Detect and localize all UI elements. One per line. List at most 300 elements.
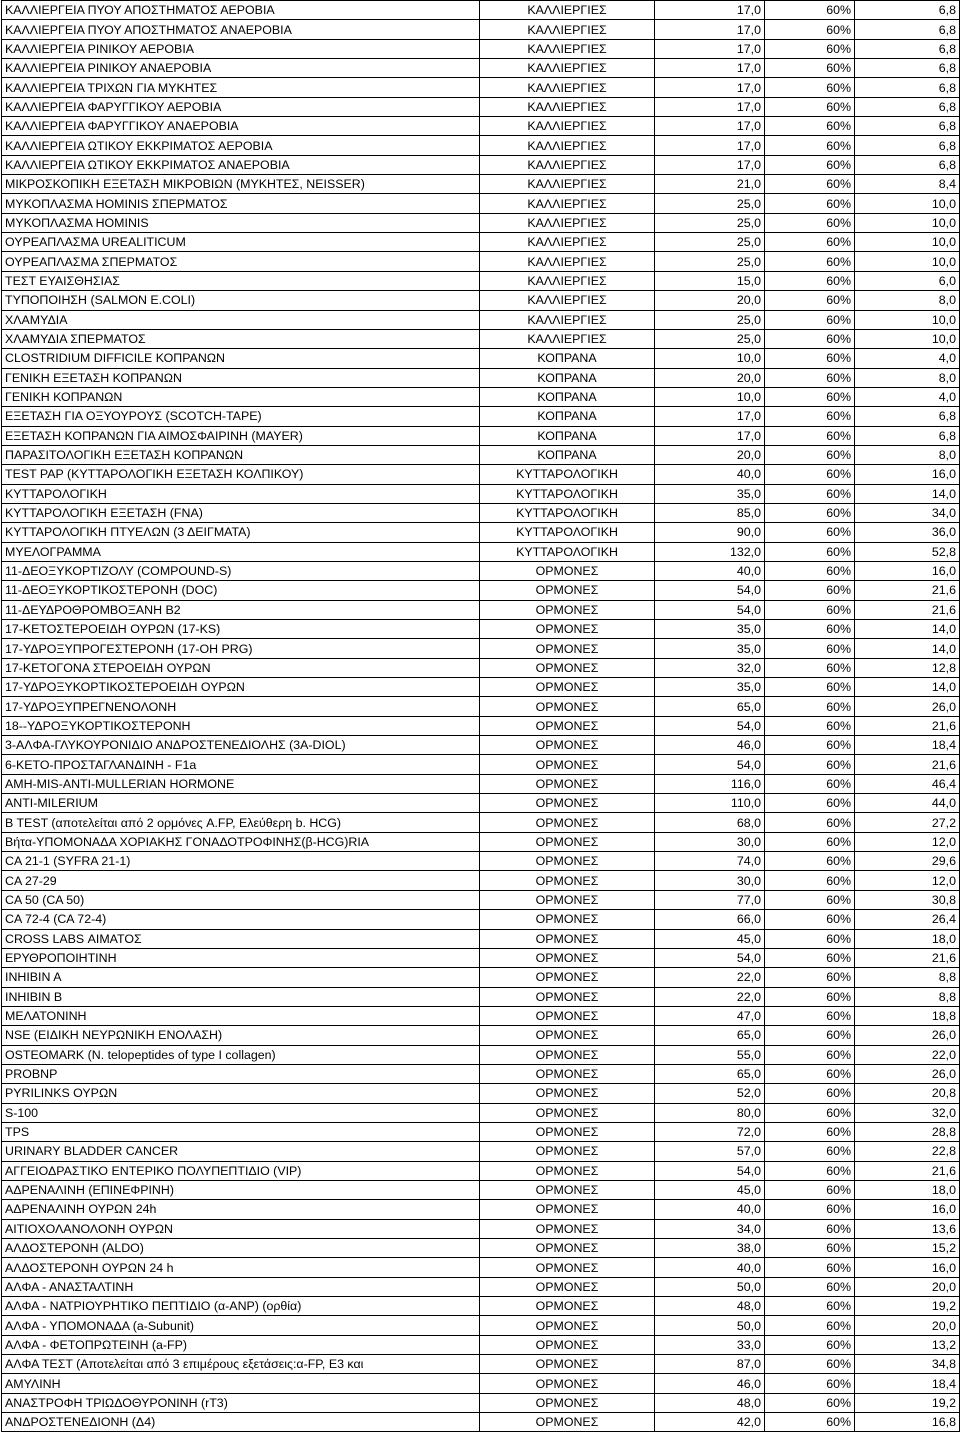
discount-cell: 60% — [765, 155, 855, 174]
category-cell: ΟΡΜΟΝΕΣ — [480, 658, 655, 677]
table-row — [2, 1084, 960, 1103]
table-row — [2, 1239, 960, 1258]
price-cell: 17,0 — [655, 59, 765, 78]
test-name-cell: TPS — [2, 1122, 480, 1141]
category-cell: ΟΡΜΟΝΕΣ — [480, 852, 655, 871]
category-cell: ΚΑΛΛΙΕΡΓΙΕΣ — [480, 136, 655, 155]
final-value-cell: 20,0 — [855, 1277, 960, 1296]
price-cell: 45,0 — [655, 929, 765, 948]
final-value-cell: 8,0 — [855, 445, 960, 464]
category-cell: ΟΡΜΟΝΕΣ — [480, 832, 655, 851]
discount-cell: 60% — [765, 387, 855, 406]
table-row — [2, 1258, 960, 1277]
category-cell: ΟΡΜΟΝΕΣ — [480, 736, 655, 755]
test-name-cell: ΑΛΦΑ - ΝΑΤΡΙΟΥΡΗΤΙΚΟ ΠΕΠΤΙΔΙΟ (α-ANP) (ορθία) — [2, 1297, 480, 1316]
test-name-cell: S-100 — [2, 1103, 480, 1122]
table-row — [2, 310, 960, 329]
table-row — [2, 136, 960, 155]
final-value-cell: 20,8 — [855, 1084, 960, 1103]
final-value-cell: 10,0 — [855, 252, 960, 271]
final-value-cell: 8,0 — [855, 368, 960, 387]
test-name-cell: ΚΑΛΛΙΕΡΓΕΙΑ ΠΥΟΥ ΑΠΟΣΤΗΜΑΤΟΣ ΑΕΡΟΒΙΑ — [2, 1, 480, 20]
test-name-cell: INHIBIN A — [2, 968, 480, 987]
discount-cell: 60% — [765, 1200, 855, 1219]
final-value-cell: 16,0 — [855, 1200, 960, 1219]
final-value-cell: 27,2 — [855, 813, 960, 832]
final-value-cell: 6,8 — [855, 59, 960, 78]
discount-cell: 60% — [765, 1258, 855, 1277]
final-value-cell: 14,0 — [855, 639, 960, 658]
category-cell: ΚΥΤΤΑΡΟΛΟΓΙΚΗ — [480, 542, 655, 561]
test-name-cell: NSE (ΕΙΔΙΚΗ ΝΕΥΡΩΝΙΚΗ ΕΝΟΛΑΣΗ) — [2, 1026, 480, 1045]
table-row — [2, 987, 960, 1006]
test-name-cell: ΓΕΝΙΚΗ ΕΞΕΤΑΣΗ ΚΟΠΡΑΝΩΝ — [2, 368, 480, 387]
category-cell: ΚΑΛΛΙΕΡΓΙΕΣ — [480, 271, 655, 290]
discount-cell: 60% — [765, 368, 855, 387]
discount-cell: 60% — [765, 794, 855, 813]
test-name-cell: ΟΥΡΕΑΠΛΑΣΜΑ UREALITICUM — [2, 233, 480, 252]
category-cell: ΟΡΜΟΝΕΣ — [480, 1258, 655, 1277]
discount-cell: 60% — [765, 291, 855, 310]
final-value-cell: 18,4 — [855, 1374, 960, 1393]
test-name-cell: OSTEOMARK (N. telopeptides of type I collagen) — [2, 1045, 480, 1064]
final-value-cell: 52,8 — [855, 542, 960, 561]
category-cell: ΟΡΜΟΝΕΣ — [480, 794, 655, 813]
price-cell: 30,0 — [655, 871, 765, 890]
final-value-cell: 10,0 — [855, 233, 960, 252]
final-value-cell: 8,8 — [855, 968, 960, 987]
test-name-cell: ΑΙΤΙΟΧΟΛΑΝΟΛΟΝΗ ΟΥΡΩΝ — [2, 1219, 480, 1238]
final-value-cell: 20,0 — [855, 1316, 960, 1335]
discount-cell: 60% — [765, 1084, 855, 1103]
category-cell: ΚΑΛΛΙΕΡΓΙΕΣ — [480, 233, 655, 252]
discount-cell: 60% — [765, 233, 855, 252]
discount-cell: 60% — [765, 1180, 855, 1199]
price-cell: 54,0 — [655, 581, 765, 600]
price-cell: 25,0 — [655, 252, 765, 271]
table-row — [2, 813, 960, 832]
discount-cell: 60% — [765, 310, 855, 329]
discount-cell: 60% — [765, 658, 855, 677]
table-row — [2, 1122, 960, 1141]
discount-cell: 60% — [765, 736, 855, 755]
discount-cell: 60% — [765, 852, 855, 871]
test-name-cell: ΟΥΡΕΑΠΛΑΣΜΑ ΣΠΕΡΜΑΤΟΣ — [2, 252, 480, 271]
test-name-cell: 11-ΔΕΥΔΡΟΘΡΟΜΒΟΞΑΝΗ B2 — [2, 600, 480, 619]
price-cell: 66,0 — [655, 910, 765, 929]
price-cell: 48,0 — [655, 1393, 765, 1412]
table-row — [2, 329, 960, 348]
table-row — [2, 387, 960, 406]
discount-cell: 60% — [765, 1, 855, 20]
discount-cell: 60% — [765, 465, 855, 484]
final-value-cell: 26,0 — [855, 697, 960, 716]
table-row — [2, 1103, 960, 1122]
discount-cell: 60% — [765, 620, 855, 639]
category-cell: ΚΥΤΤΑΡΟΛΟΓΙΚΗ — [480, 523, 655, 542]
price-cell: 10,0 — [655, 387, 765, 406]
discount-cell: 60% — [765, 1355, 855, 1374]
table-row — [2, 1219, 960, 1238]
price-cell: 47,0 — [655, 1006, 765, 1025]
test-name-cell: 11-ΔΕΟΞΥΚΟΡΤΙΚΟΣΤΕΡΟΝΗ (DOC) — [2, 581, 480, 600]
final-value-cell: 34,8 — [855, 1355, 960, 1374]
price-cell: 25,0 — [655, 194, 765, 213]
test-name-cell: INHIBIN B — [2, 987, 480, 1006]
test-name-cell: ΚΑΛΛΙΕΡΓΕΙΑ ΡΙΝΙΚΟΥ ΑΕΡΟΒΙΑ — [2, 39, 480, 58]
discount-cell: 60% — [765, 426, 855, 445]
discount-cell: 60% — [765, 542, 855, 561]
final-value-cell: 18,4 — [855, 736, 960, 755]
table-row — [2, 968, 960, 987]
category-cell: ΟΡΜΟΝΕΣ — [480, 639, 655, 658]
price-cell: 17,0 — [655, 407, 765, 426]
category-cell: ΟΡΜΟΝΕΣ — [480, 948, 655, 967]
price-cell: 68,0 — [655, 813, 765, 832]
discount-cell: 60% — [765, 1374, 855, 1393]
discount-cell: 60% — [765, 271, 855, 290]
discount-cell: 60% — [765, 349, 855, 368]
test-name-cell: 3-ΑΛΦΑ-ΓΛΥΚΟΥΡΟΝΙΔΙΟ ΑΝΔΡΟΣΤΕΝΕΔΙΟΛΗΣ (3A-DIOL) — [2, 736, 480, 755]
final-value-cell: 13,2 — [855, 1335, 960, 1354]
final-value-cell: 21,6 — [855, 948, 960, 967]
final-value-cell: 19,2 — [855, 1393, 960, 1412]
price-cell: 55,0 — [655, 1045, 765, 1064]
price-cell: 45,0 — [655, 1180, 765, 1199]
price-cell: 74,0 — [655, 852, 765, 871]
final-value-cell: 12,0 — [855, 871, 960, 890]
test-name-cell: ΚΑΛΛΙΕΡΓΕΙΑ ΠΥΟΥ ΑΠΟΣΤΗΜΑΤΟΣ ΑΝΑΕΡΟΒΙΑ — [2, 20, 480, 39]
price-cell: 17,0 — [655, 136, 765, 155]
category-cell: ΚΑΛΛΙΕΡΓΙΕΣ — [480, 213, 655, 232]
category-cell: ΚΑΛΛΙΕΡΓΙΕΣ — [480, 155, 655, 174]
final-value-cell: 46,4 — [855, 774, 960, 793]
price-cell: 48,0 — [655, 1297, 765, 1316]
category-cell: ΟΡΜΟΝΕΣ — [480, 1084, 655, 1103]
category-cell: ΟΡΜΟΝΕΣ — [480, 1161, 655, 1180]
category-cell: ΚΑΛΛΙΕΡΓΙΕΣ — [480, 291, 655, 310]
price-cell: 35,0 — [655, 678, 765, 697]
price-cell: 10,0 — [655, 349, 765, 368]
price-cell: 17,0 — [655, 1, 765, 20]
price-cell: 17,0 — [655, 155, 765, 174]
category-cell: ΟΡΜΟΝΕΣ — [480, 561, 655, 580]
discount-cell: 60% — [765, 968, 855, 987]
final-value-cell: 15,2 — [855, 1239, 960, 1258]
test-name-cell: ΧΛΑΜΥΔΙΑ ΣΠΕΡΜΑΤΟΣ — [2, 329, 480, 348]
test-name-cell: CLOSTRIDIUM DIFFICILE ΚΟΠΡΑΝΩΝ — [2, 349, 480, 368]
price-cell: 116,0 — [655, 774, 765, 793]
price-cell: 20,0 — [655, 368, 765, 387]
discount-cell: 60% — [765, 97, 855, 116]
price-cell: 50,0 — [655, 1316, 765, 1335]
test-name-cell: ANTI-MILERIUM — [2, 794, 480, 813]
final-value-cell: 16,8 — [855, 1413, 960, 1432]
category-cell: ΟΡΜΟΝΕΣ — [480, 910, 655, 929]
price-cell: 17,0 — [655, 78, 765, 97]
final-value-cell: 21,6 — [855, 1161, 960, 1180]
price-cell: 25,0 — [655, 233, 765, 252]
test-name-cell: ΚΑΛΛΙΕΡΓΕΙΑ ΩΤΙΚΟΥ ΕΚΚΡΙΜΑΤΟΣ ΑΝΑΕΡΟΒΙΑ — [2, 155, 480, 174]
final-value-cell: 8,4 — [855, 175, 960, 194]
category-cell: ΟΡΜΟΝΕΣ — [480, 600, 655, 619]
discount-cell: 60% — [765, 484, 855, 503]
price-cell: 17,0 — [655, 39, 765, 58]
table-row — [2, 465, 960, 484]
discount-cell: 60% — [765, 716, 855, 735]
test-name-cell: 17-ΚΕΤΟΣΤΕΡΟΕΙΔΗ ΟΥΡΩΝ (17-KS) — [2, 620, 480, 639]
category-cell: ΟΡΜΟΝΕΣ — [480, 1142, 655, 1161]
price-cell: 57,0 — [655, 1142, 765, 1161]
test-name-cell: Βήτα-ΥΠΟΜΟΝΑΔΑ ΧΟΡΙΑΚΗΣ ΓΟΝΑΔΟΤΡΟΦΙΝΗΣ(β-HCG)RIA — [2, 832, 480, 851]
category-cell: ΟΡΜΟΝΕΣ — [480, 755, 655, 774]
discount-cell: 60% — [765, 523, 855, 542]
test-name-cell: ΕΞΕΤΑΣΗ ΓΙΑ ΟΞΥΟΥΡΟΥΣ (SCOTCH-TAPE) — [2, 407, 480, 426]
discount-cell: 60% — [765, 20, 855, 39]
price-cell: 33,0 — [655, 1335, 765, 1354]
price-cell: 54,0 — [655, 755, 765, 774]
final-value-cell: 16,0 — [855, 465, 960, 484]
category-cell: ΟΡΜΟΝΕΣ — [480, 1006, 655, 1025]
final-value-cell: 4,0 — [855, 387, 960, 406]
table-row — [2, 1142, 960, 1161]
test-name-cell: ΧΛΑΜΥΔΙΑ — [2, 310, 480, 329]
category-cell: ΟΡΜΟΝΕΣ — [480, 890, 655, 909]
discount-cell: 60% — [765, 175, 855, 194]
table-row — [2, 1355, 960, 1374]
final-value-cell: 8,0 — [855, 291, 960, 310]
discount-cell: 60% — [765, 445, 855, 464]
price-cell: 65,0 — [655, 1064, 765, 1083]
category-cell: ΚΑΛΛΙΕΡΓΙΕΣ — [480, 175, 655, 194]
test-name-cell: ΑΝΔΡΟΣΤΕΝΕΔΙΟΝΗ (Δ4) — [2, 1413, 480, 1432]
price-cell: 90,0 — [655, 523, 765, 542]
category-cell: ΚΑΛΛΙΕΡΓΙΕΣ — [480, 329, 655, 348]
category-cell: ΚΑΛΛΙΕΡΓΙΕΣ — [480, 20, 655, 39]
price-cell: 54,0 — [655, 716, 765, 735]
table-row — [2, 291, 960, 310]
price-cell: 20,0 — [655, 445, 765, 464]
price-cell: 46,0 — [655, 736, 765, 755]
price-cell: 54,0 — [655, 1161, 765, 1180]
discount-cell: 60% — [765, 813, 855, 832]
table-row — [2, 561, 960, 580]
category-cell: ΟΡΜΟΝΕΣ — [480, 1180, 655, 1199]
test-name-cell: ΑΛΦΑ ΤΕΣΤ (Αποτελείται από 3 επιμέρους εξετάσεις:α-FP, E3 και — [2, 1355, 480, 1374]
discount-cell: 60% — [765, 1393, 855, 1412]
discount-cell: 60% — [765, 1103, 855, 1122]
table-row — [2, 1277, 960, 1296]
test-name-cell: URINARY BLADDER CANCER — [2, 1142, 480, 1161]
test-name-cell: ΑΔΡΕΝΑΛΙΝΗ (ΕΠΙΝΕΦΡΙΝΗ) — [2, 1180, 480, 1199]
table-row — [2, 117, 960, 136]
test-name-cell: ΜΥΚΟΠΛΑΣΜΑ HOMINIS ΣΠΕΡΜΑΤΟΣ — [2, 194, 480, 213]
price-cell: 50,0 — [655, 1277, 765, 1296]
test-name-cell: ΚΑΛΛΙΕΡΓΕΙΑ ΤΡΙΧΩΝ ΓΙΑ ΜΥΚΗΤΕΣ — [2, 78, 480, 97]
category-cell: ΟΡΜΟΝΕΣ — [480, 678, 655, 697]
table-row — [2, 890, 960, 909]
category-cell: ΟΡΜΟΝΕΣ — [480, 987, 655, 1006]
discount-cell: 60% — [765, 194, 855, 213]
table-row — [2, 368, 960, 387]
category-cell: ΚΟΠΡΑΝΑ — [480, 368, 655, 387]
price-cell: 38,0 — [655, 1239, 765, 1258]
table-row — [2, 658, 960, 677]
final-value-cell: 34,0 — [855, 503, 960, 522]
category-cell: ΟΡΜΟΝΕΣ — [480, 929, 655, 948]
test-name-cell: AMH-MIS-ANTI-MULLERIAN HORMONE — [2, 774, 480, 793]
discount-cell: 60% — [765, 136, 855, 155]
final-value-cell: 6,8 — [855, 1, 960, 20]
price-cell: 17,0 — [655, 20, 765, 39]
discount-cell: 60% — [765, 639, 855, 658]
table-row — [2, 233, 960, 252]
table-row — [2, 697, 960, 716]
table-row — [2, 1316, 960, 1335]
discount-cell: 60% — [765, 1239, 855, 1258]
test-name-cell: ΑΛΦΑ - ΥΠΟΜΟΝΑΔΑ (a-Subunit) — [2, 1316, 480, 1335]
category-cell: ΟΡΜΟΝΕΣ — [480, 871, 655, 890]
category-cell: ΚΟΠΡΑΝΑ — [480, 349, 655, 368]
table-row — [2, 20, 960, 39]
discount-cell: 60% — [765, 407, 855, 426]
table-row — [2, 523, 960, 542]
price-list-body — [2, 1, 960, 1432]
category-cell: ΟΡΜΟΝΕΣ — [480, 581, 655, 600]
final-value-cell: 13,6 — [855, 1219, 960, 1238]
price-cell: 87,0 — [655, 1355, 765, 1374]
test-name-cell: ΚΑΛΛΙΕΡΓΕΙΑ ΩΤΙΚΟΥ ΕΚΚΡΙΜΑΤΟΣ ΑΕΡΟΒΙΑ — [2, 136, 480, 155]
price-cell: 65,0 — [655, 697, 765, 716]
discount-cell: 60% — [765, 213, 855, 232]
price-cell: 85,0 — [655, 503, 765, 522]
category-cell: ΚΟΠΡΑΝΑ — [480, 387, 655, 406]
category-cell: ΚΟΠΡΑΝΑ — [480, 426, 655, 445]
discount-cell: 60% — [765, 1277, 855, 1296]
category-cell: ΚΑΛΛΙΕΡΓΙΕΣ — [480, 59, 655, 78]
table-row — [2, 542, 960, 561]
discount-cell: 60% — [765, 774, 855, 793]
table-row — [2, 1161, 960, 1180]
category-cell: ΚΥΤΤΑΡΟΛΟΓΙΚΗ — [480, 465, 655, 484]
final-value-cell: 18,0 — [855, 929, 960, 948]
discount-cell: 60% — [765, 890, 855, 909]
category-cell: ΟΡΜΟΝΕΣ — [480, 813, 655, 832]
category-cell: ΚΑΛΛΙΕΡΓΙΕΣ — [480, 1, 655, 20]
category-cell: ΚΑΛΛΙΕΡΓΙΕΣ — [480, 78, 655, 97]
price-cell: 40,0 — [655, 1258, 765, 1277]
category-cell: ΟΡΜΟΝΕΣ — [480, 1064, 655, 1083]
final-value-cell: 19,2 — [855, 1297, 960, 1316]
category-cell: ΚΥΤΤΑΡΟΛΟΓΙΚΗ — [480, 503, 655, 522]
final-value-cell: 29,6 — [855, 852, 960, 871]
discount-cell: 60% — [765, 600, 855, 619]
final-value-cell: 14,0 — [855, 678, 960, 697]
test-name-cell: CROSS LABS ΑΙΜΑΤΟΣ — [2, 929, 480, 948]
category-cell: ΚΥΤΤΑΡΟΛΟΓΙΚΗ — [480, 484, 655, 503]
test-name-cell: ΑΛΦΑ - ΑΝΑΣΤΑΛΤΙΝΗ — [2, 1277, 480, 1296]
final-value-cell: 14,0 — [855, 620, 960, 639]
price-cell: 20,0 — [655, 291, 765, 310]
price-cell: 21,0 — [655, 175, 765, 194]
discount-cell: 60% — [765, 929, 855, 948]
final-value-cell: 28,8 — [855, 1122, 960, 1141]
table-row — [2, 1045, 960, 1064]
test-name-cell: 17-ΥΔΡΟΞΥΠΡΟΓΕΣΤΕΡΟΝΗ (17-OH PRG) — [2, 639, 480, 658]
table-row — [2, 1374, 960, 1393]
category-cell: ΟΡΜΟΝΕΣ — [480, 1239, 655, 1258]
table-row — [2, 929, 960, 948]
final-value-cell: 6,8 — [855, 407, 960, 426]
discount-cell: 60% — [765, 1064, 855, 1083]
discount-cell: 60% — [765, 987, 855, 1006]
table-row — [2, 716, 960, 735]
final-value-cell: 18,8 — [855, 1006, 960, 1025]
final-value-cell: 26,4 — [855, 910, 960, 929]
category-cell: ΟΡΜΟΝΕΣ — [480, 774, 655, 793]
final-value-cell: 16,0 — [855, 561, 960, 580]
final-value-cell: 6,8 — [855, 117, 960, 136]
test-name-cell: ΕΡΥΘΡΟΠΟΙΗΤΙΝΗ — [2, 948, 480, 967]
discount-cell: 60% — [765, 1335, 855, 1354]
test-name-cell: ΚΑΛΛΙΕΡΓΕΙΑ ΡΙΝΙΚΟΥ ΑΝΑΕΡΟΒΙΑ — [2, 59, 480, 78]
price-cell: 40,0 — [655, 465, 765, 484]
table-row — [2, 1006, 960, 1025]
category-cell: ΟΡΜΟΝΕΣ — [480, 1335, 655, 1354]
test-name-cell: CA 21-1 (SYFRA 21-1) — [2, 852, 480, 871]
final-value-cell: 6,8 — [855, 39, 960, 58]
test-name-cell: B TEST (αποτελείται από 2 ορμόνες A.FP, Ελεύθερη b. HCG) — [2, 813, 480, 832]
table-row — [2, 1297, 960, 1316]
final-value-cell: 6,0 — [855, 271, 960, 290]
discount-cell: 60% — [765, 755, 855, 774]
final-value-cell: 12,8 — [855, 658, 960, 677]
test-name-cell: ΑΜΥΛΙΝΗ — [2, 1374, 480, 1393]
final-value-cell: 30,8 — [855, 890, 960, 909]
final-value-cell: 26,0 — [855, 1064, 960, 1083]
test-name-cell: ΤΕΣΤ ΕΥΑΙΣΘΗΣΙΑΣ — [2, 271, 480, 290]
final-value-cell: 6,8 — [855, 20, 960, 39]
discount-cell: 60% — [765, 503, 855, 522]
discount-cell: 60% — [765, 1142, 855, 1161]
table-row — [2, 407, 960, 426]
table-row — [2, 755, 960, 774]
test-name-cell: ΑΛΔΟΣΤΕΡΟΝΗ (ALDO) — [2, 1239, 480, 1258]
price-cell: 42,0 — [655, 1413, 765, 1432]
table-row — [2, 1180, 960, 1199]
final-value-cell: 6,8 — [855, 426, 960, 445]
final-value-cell: 18,0 — [855, 1180, 960, 1199]
table-row — [2, 484, 960, 503]
discount-cell: 60% — [765, 1413, 855, 1432]
final-value-cell: 12,0 — [855, 832, 960, 851]
price-cell: 40,0 — [655, 1200, 765, 1219]
test-name-cell: 17-ΚΕΤΟΓΟΝΑ ΣΤΕΡΟΕΙΔΗ ΟΥΡΩΝ — [2, 658, 480, 677]
table-row — [2, 59, 960, 78]
final-value-cell: 21,6 — [855, 716, 960, 735]
test-name-cell: ΚΥΤΤΑΡΟΛΟΓΙΚΗ — [2, 484, 480, 503]
price-cell: 25,0 — [655, 329, 765, 348]
price-cell: 132,0 — [655, 542, 765, 561]
table-row — [2, 736, 960, 755]
test-name-cell: ΑΛΔΟΣΤΕΡΟΝΗ ΟΥΡΩΝ 24 h — [2, 1258, 480, 1277]
discount-cell: 60% — [765, 581, 855, 600]
category-cell: ΟΡΜΟΝΕΣ — [480, 1297, 655, 1316]
price-cell: 17,0 — [655, 97, 765, 116]
test-name-cell: PROBNP — [2, 1064, 480, 1083]
price-cell: 40,0 — [655, 561, 765, 580]
test-name-cell: ΠΑΡΑΣΙΤΟΛΟΓΙΚΗ ΕΞΕΤΑΣΗ ΚΟΠΡΑΝΩΝ — [2, 445, 480, 464]
